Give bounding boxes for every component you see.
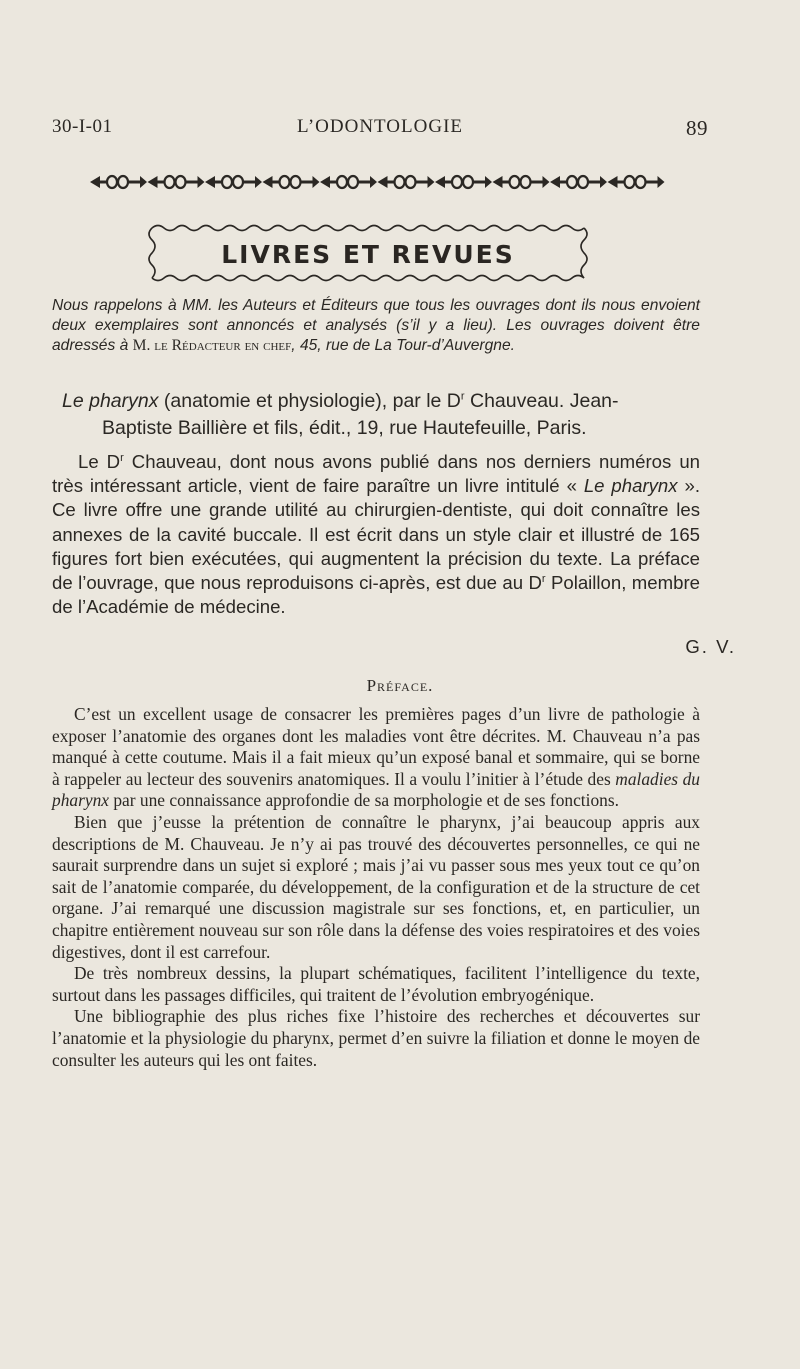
dr-superscript: r: [460, 390, 465, 403]
ornament-motif: [493, 176, 550, 188]
review-heading: [62, 388, 702, 442]
book-title: Le pharynx: [62, 390, 159, 412]
review-text: Le D: [78, 451, 121, 472]
review-paragraph: [52, 450, 700, 619]
journal-title: L’ODONTOLOGIE: [296, 116, 464, 137]
running-head: [52, 116, 708, 142]
preface-title: Préface.: [366, 676, 434, 695]
preface-paragraph: Une bibliographie des plus riches fixe l’histoire des recherches et découvertes sur l’anatomie et la physiologie du pharynx, permet d’en suivre la filiation et donne le moyen de consulter les auteurs qui les ont faites.: [52, 1006, 700, 1070]
page-number: 89: [686, 116, 708, 140]
ornament-motif: [550, 176, 607, 188]
section-title: LIVRES ET REVUES: [221, 240, 515, 269]
ornament-motif: [263, 176, 320, 188]
ornament-band: [90, 172, 665, 192]
book-subtitle: (anatomie et physiologie), par le D: [163, 390, 461, 412]
review-text: ». Ce livre offre une grande utilité au chirurgien-dentiste, qui doit connaître les annexes de la cavité buccale. Il est écrit dans un style clair et illustré de 165 figures fort bien exécutées, qui augmentent la précision du texte. La préface de l’ouvrage, que nous reproduisons ci-après, est due au D: [52, 475, 700, 594]
ornament-motif: [90, 176, 147, 188]
notice-recipient: M. le Rédacteur en chef: [132, 337, 292, 354]
preface-paragraph: Bien que j’eusse la prétention de connaître le pharynx, j’ai beaucoup appris aux descriptions de M. Chauveau. Je n’y ai pas trouvé des découvertes personnelles, ce qui ne saurait surprendre dans un sujet si exploré ; mais j’ai vu passer sous mes yeux tout ce qu’on sait de l’anatomie comparée, du développement, de la configuration et de la structure de cet organe. J’ai remarqué une discussion magistrale sur ses fonctions, et, en particulier, un chapitre entièrement nouveau sur son rôle dans la défense des voies respiratoires et des voies digestives, dont il est carrefour.: [52, 811, 700, 962]
ornament-motif: [320, 176, 377, 188]
preface-paragraph: [52, 704, 700, 812]
review-book-title: Le pharynx: [583, 475, 678, 497]
book-author: Chauveau. Jean-: [470, 390, 619, 412]
superscript: r: [120, 451, 124, 464]
notice-text: Nous rappelons à MM. les Auteurs et Éditeurs que tous les ouvrages dont ils nous envoient deux exemplaires sont annoncés et analysés (s’il y a lieu). Les ouvrages doivent être adressés à: [52, 297, 700, 354]
ornament-motif: [608, 176, 665, 188]
ornament-motif: [378, 176, 435, 188]
review-body: [52, 450, 700, 619]
preface-text: par une connaissance approfondie de sa morphologie et de ses fonctions.: [109, 790, 619, 811]
ornament-motif: [148, 176, 205, 188]
issue-date: 30-I-01: [52, 116, 113, 137]
editorial-notice: [52, 296, 700, 356]
preface-italic: maladies du pharynx: [52, 768, 700, 811]
preface-paragraph: De très nombreux dessins, la plupart schématiques, facilitent l’intelligence du texte, surtout dans les passages difficiles, qui traitent de l’évolution embryogénique.: [52, 963, 700, 1005]
review-text: Polaillon, membre de l’Académie de médecine.: [52, 572, 700, 618]
ornament-motif: [205, 176, 262, 188]
publisher-line: Baptiste Baillière et fils, édit., 19, rue Hautefeuille, Paris.: [102, 417, 587, 439]
ornament-motif: [435, 176, 492, 188]
review-signature: G. V.: [685, 636, 736, 657]
preface-text: C’est un excellent usage de consacrer les premières pages d’un livre de pathologie à exposer l’anatomie des organes dont les maladies vont être décrites. M. Chauveau n’a pas manqué à cette coutume. Mais il a fait mieux qu’un exposé banal et sommaire, qui se borne à rappeler au lecteur des souvenirs anatomiques. Il a voulu l’initier à l’étude des: [52, 704, 700, 789]
review-text: Chauveau, dont nous avons publié dans nos derniers numéros un très intéressant article, vient de faire paraître un livre intitulé «: [52, 451, 701, 497]
section-title-frame: [144, 220, 592, 286]
superscript: r: [541, 572, 546, 585]
preface-body: [52, 704, 700, 1071]
notice-address: , 45, rue de La Tour-d’Auvergne.: [291, 337, 515, 354]
